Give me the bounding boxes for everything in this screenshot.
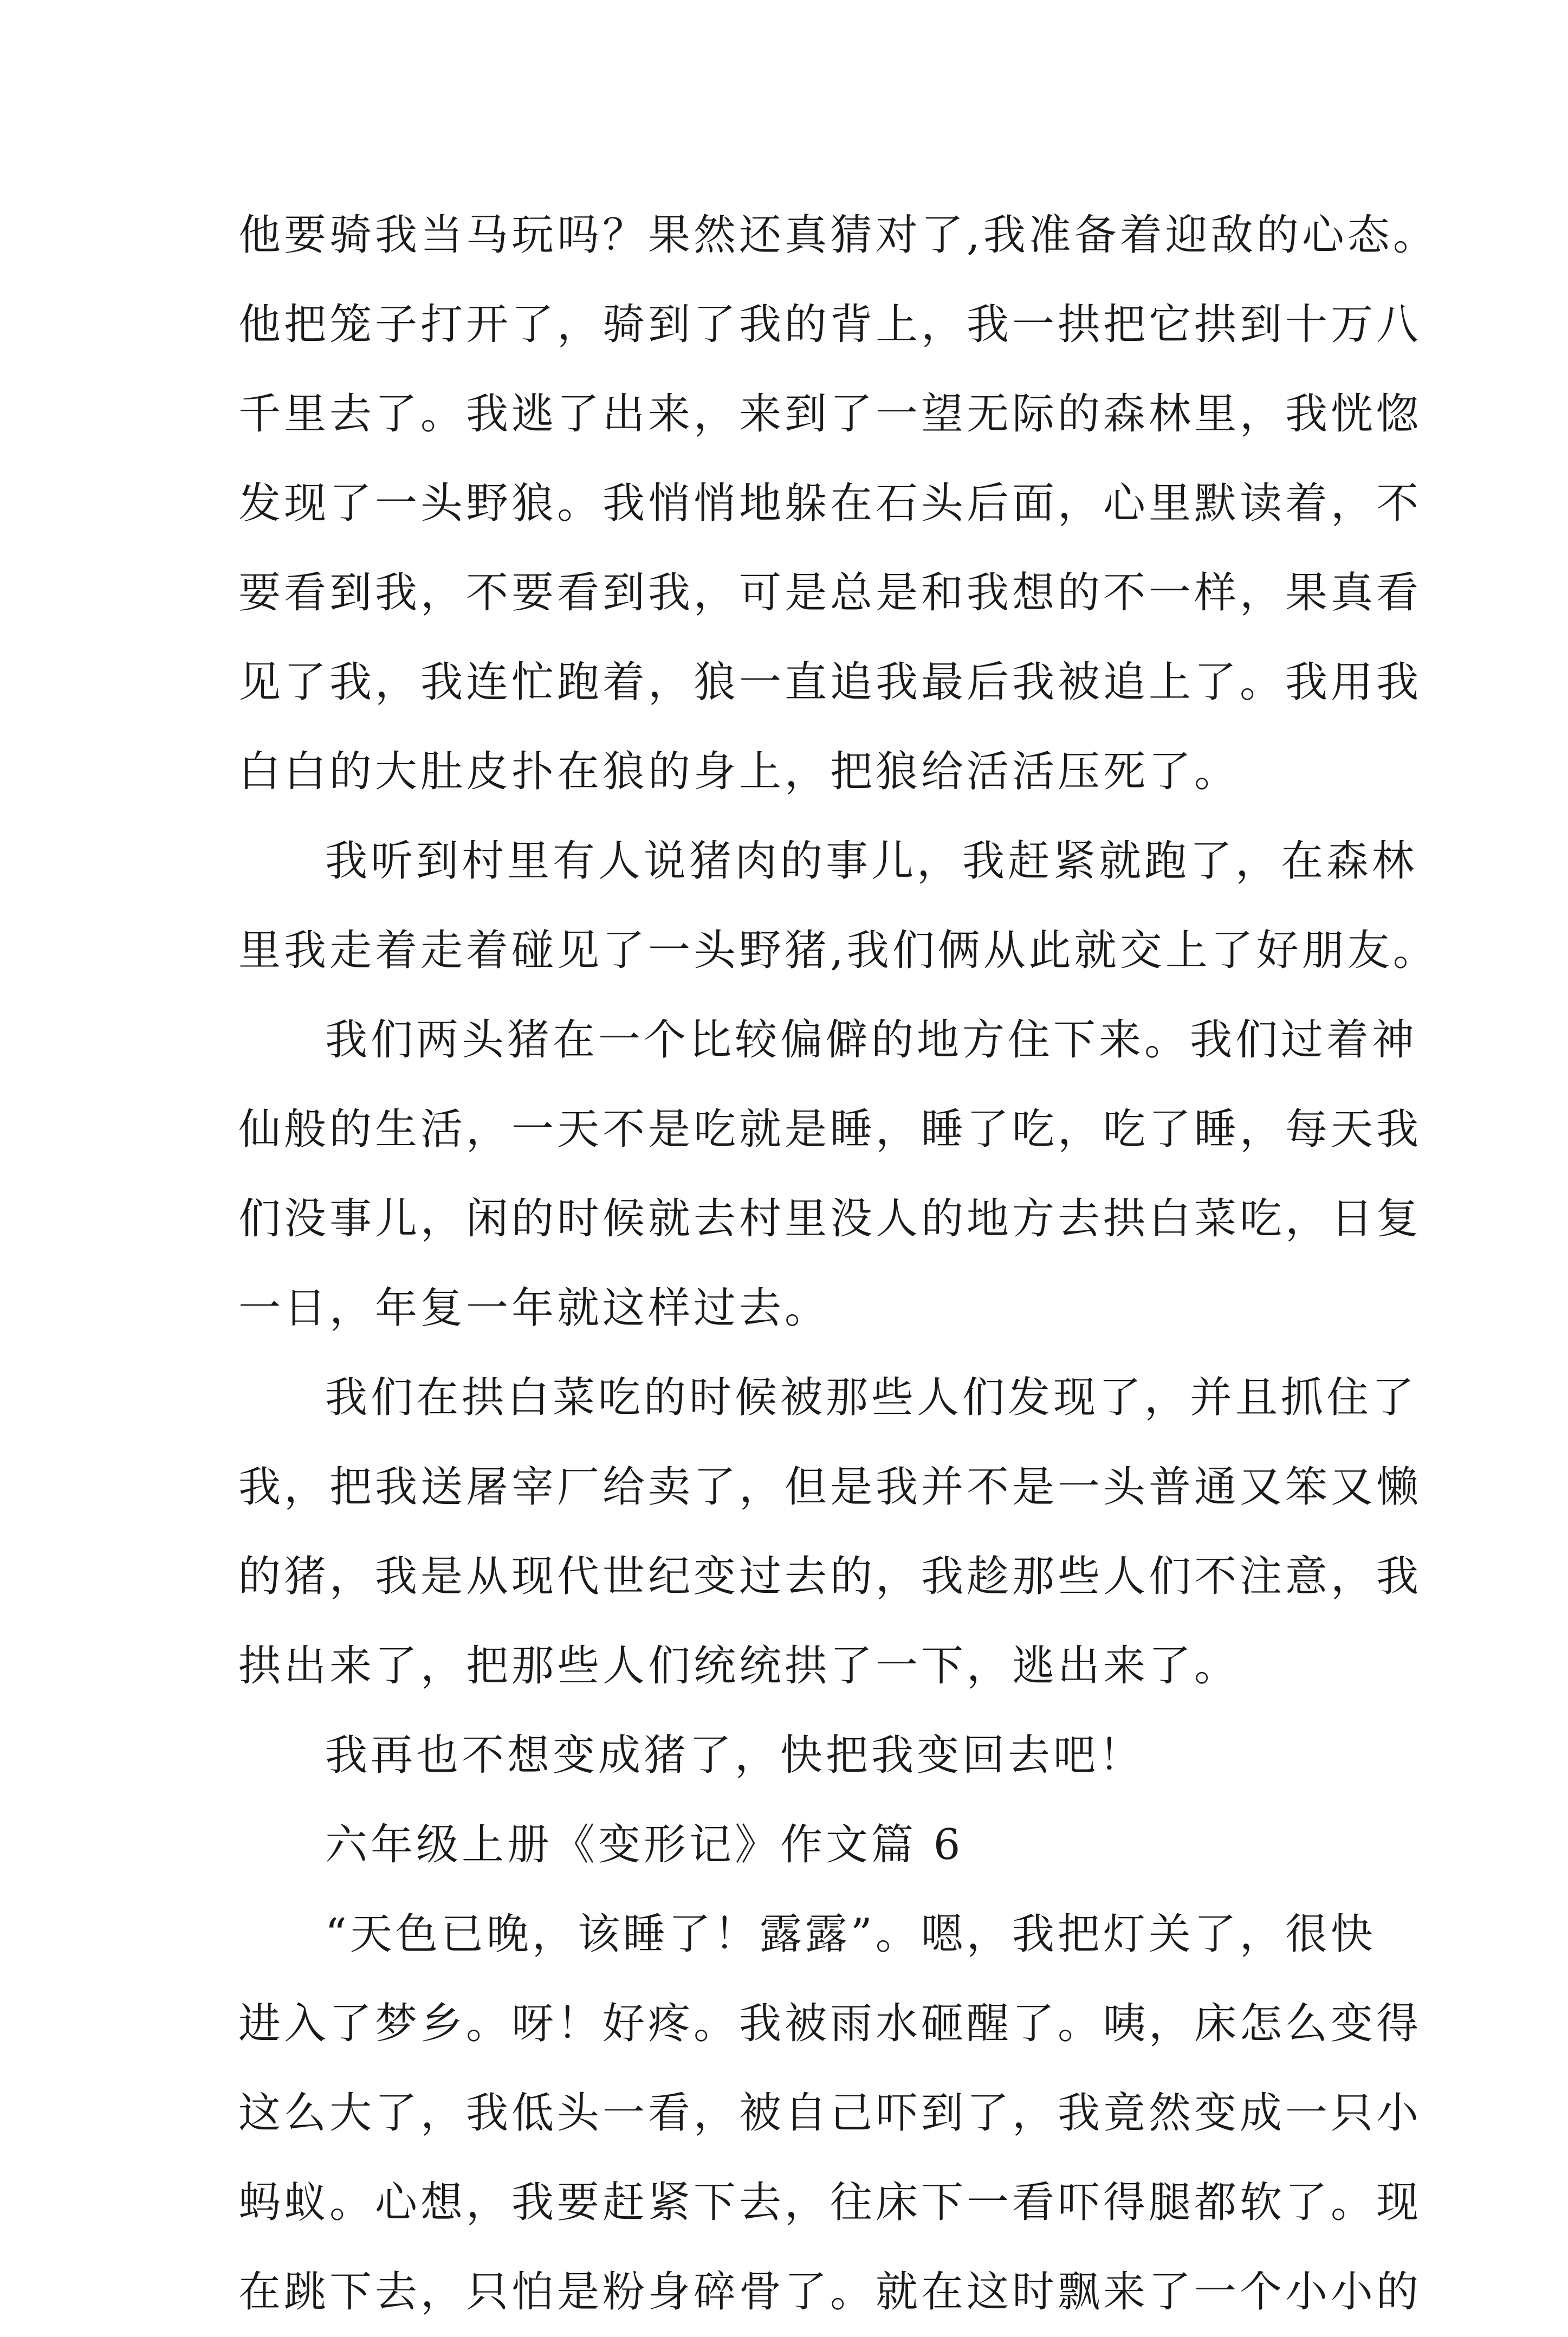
paragraph-start-line: 我再也不想变成猪了，快把我变回去吧！ xyxy=(325,1731,1145,1780)
paragraph-start-line: 我们在拱白菜吃的时候被那些人们发现了，并且抓住了 xyxy=(325,1373,1418,1422)
text-line: 要看到我，不要看到我，可是总是和我想的不一样，果真看 xyxy=(238,569,1422,617)
paragraph-start-line: “天色已晚，该睡了！露露”。嗯，我把灯关了，很快 xyxy=(325,1910,1376,1959)
section-heading: 六年级上册《变形记》作文篇 6 xyxy=(325,1820,964,1869)
paragraph-start-line: 我们两头猪在一个比较偏僻的地方住下来。我们过着神 xyxy=(325,1016,1418,1064)
text-line: 在跳下去，只怕是粉身碎骨了。就在这时飘来了一个小小的 xyxy=(238,2268,1422,2316)
text-line: 蚂蚁。心想，我要赶紧下去，往床下一看吓得腿都软了。现 xyxy=(238,2178,1422,2227)
text-line: 拱出来了，把那些人们统统拱了一下，逃出来了。 xyxy=(238,1642,1240,1690)
body-text xyxy=(238,191,1439,2337)
text-line: 一日，年复一年就这样过去。 xyxy=(238,1284,831,1333)
text-line: 进入了梦乡。呀！好疼。我被雨水砸醒了。咦，床怎么变得 xyxy=(238,1999,1422,2048)
text-line: 的猪，我是从现代世纪变过去的，我趁那些人们不注意，我 xyxy=(238,1552,1422,1601)
text-line: 仙般的生活，一天不是吃就是睡，睡了吃，吃了睡，每天我 xyxy=(238,1105,1422,1154)
text-line: 这么大了，我低头一看，被自己吓到了，我竟然变成一只小 xyxy=(238,2089,1422,2138)
text-line: 他把笼子打开了，骑到了我的背上，我一拱把它拱到十万八 xyxy=(238,300,1422,349)
text-line: 他要骑我当马玩吗？果然还真猜对了,我准备着迎敌的心态。 xyxy=(238,211,1439,260)
text-line: 发现了一头野狼。我悄悄地躲在石头后面，心里默读着，不 xyxy=(238,479,1422,528)
text-line: 们没事儿，闲的时候就去村里没人的地方去拱白菜吃，日复 xyxy=(238,1195,1422,1243)
text-line: 白白的大肚皮扑在狼的身上，把狼给活活压死了。 xyxy=(238,747,1240,796)
text-line: 里我走着走着碰见了一头野猪,我们俩从此就交上了好朋友。 xyxy=(238,926,1439,975)
text-line: 见了我，我连忙跑着，狼一直追我最后我被追上了。我用我 xyxy=(238,658,1422,707)
text-line: 千里去了。我逃了出来，来到了一望无际的森林里，我恍惚 xyxy=(238,390,1422,438)
text-line: 我，把我送屠宰厂给卖了，但是我并不是一头普通又笨又懒 xyxy=(238,1463,1422,1512)
paragraph-start-line: 我听到村里有人说猪肉的事儿，我赶紧就跑了，在森林 xyxy=(325,837,1418,886)
